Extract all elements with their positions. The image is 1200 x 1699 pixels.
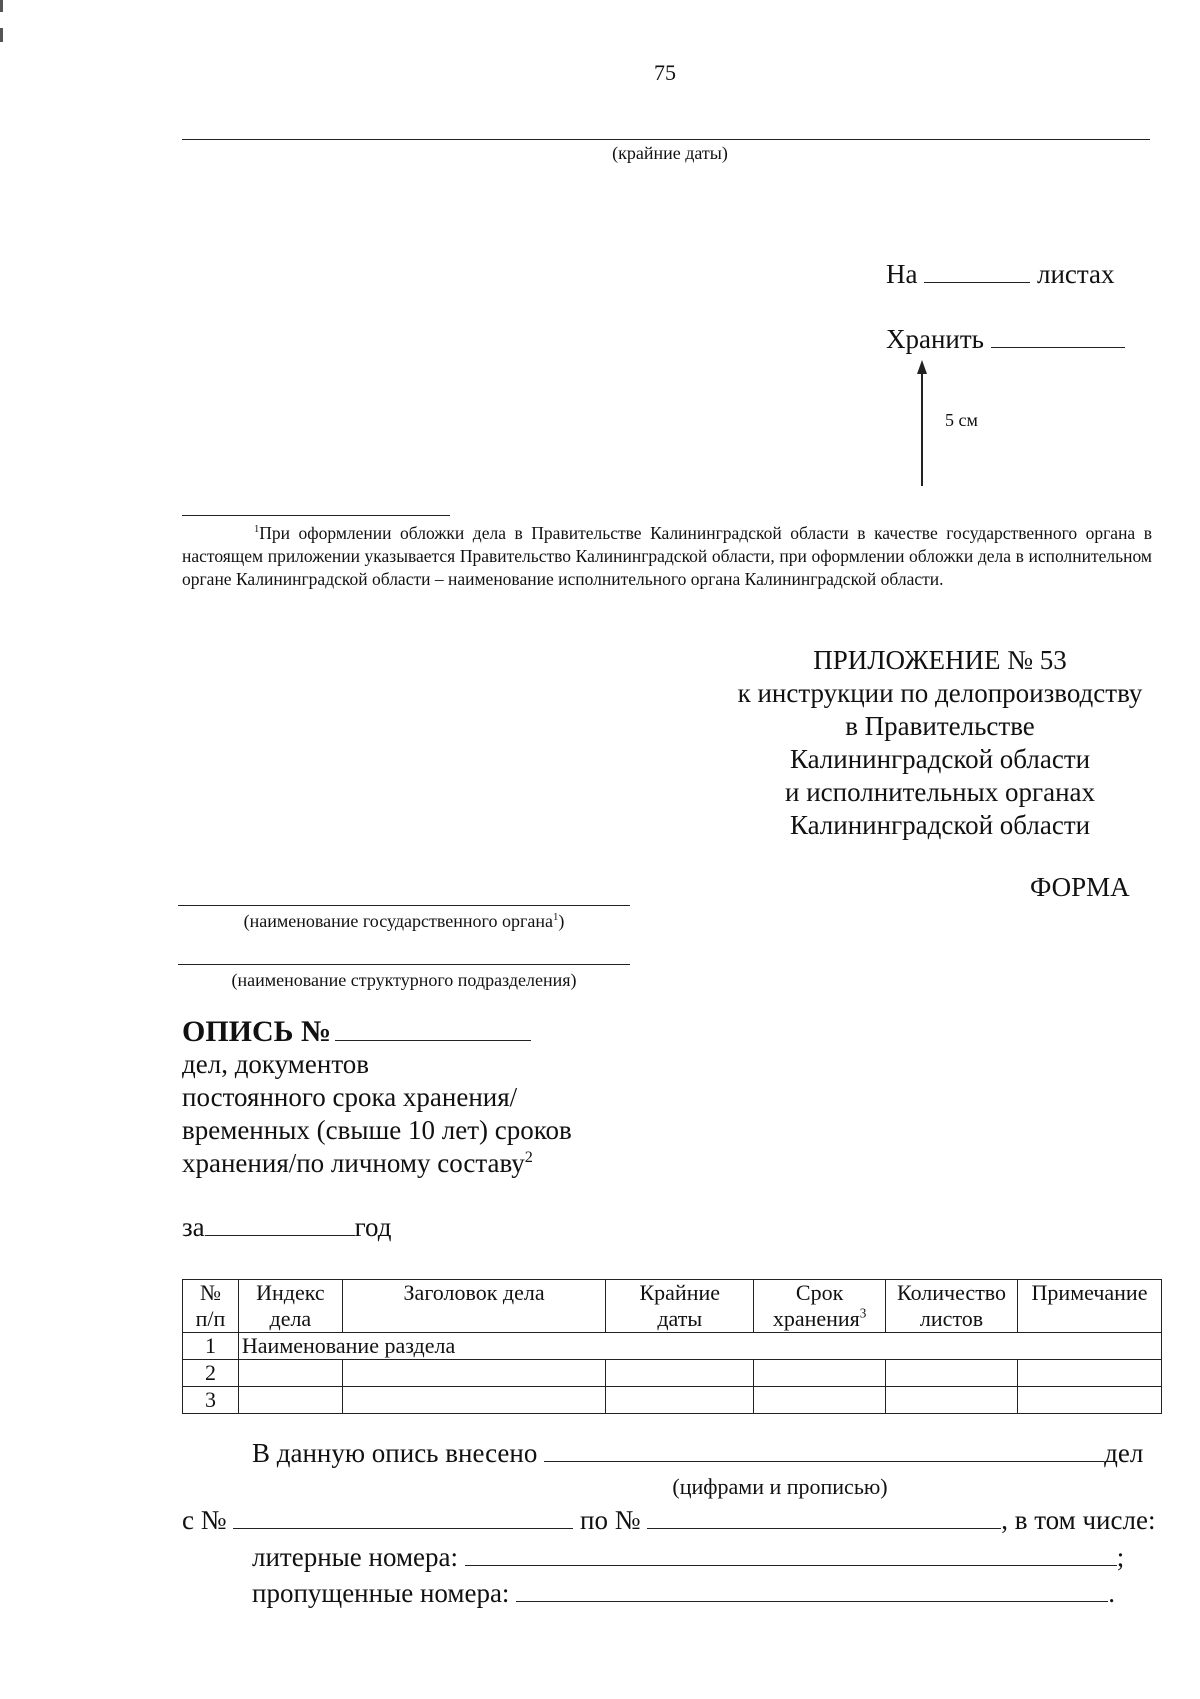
inventory-title-row: [182, 1014, 531, 1049]
keep-field: [886, 324, 1125, 355]
table-cell[interactable]: [606, 1360, 754, 1387]
appendix-line: к инструкции по делопроизводству: [737, 678, 1143, 708]
row-number: 3: [183, 1387, 239, 1414]
inventory-table: [182, 1279, 1162, 1414]
inventory-number-blank[interactable]: [335, 1014, 531, 1041]
gov-body-caption: (наименование государственного органа$^1$): [243, 911, 565, 931]
year-blank[interactable]: [205, 1213, 355, 1236]
table-row: [183, 1360, 1162, 1387]
inventory-title: ОПИСЬ №: [182, 1015, 332, 1048]
sheets-prefix: На: [886, 259, 918, 289]
table-cell[interactable]: [342, 1387, 606, 1414]
scan-edge-mark: [0, 28, 3, 42]
structural-unit-caption: (наименование структурного подразделения): [231, 970, 577, 990]
page-number: 75: [654, 60, 676, 85]
col-header-index: Индекс дела: [238, 1280, 342, 1333]
arrow-label: 5 см: [945, 410, 978, 430]
appendix-line: Калининградской области: [789, 810, 1091, 840]
keep-blank[interactable]: [991, 325, 1125, 348]
dates-line: [182, 139, 1150, 140]
col-header-number: № п/п: [183, 1280, 239, 1333]
table-row: [183, 1387, 1162, 1414]
table-cell[interactable]: [1018, 1387, 1162, 1414]
footnote: [182, 522, 1152, 591]
year-field: за год: [182, 1212, 392, 1242]
entered-count-blank[interactable]: [544, 1439, 1104, 1462]
appendix-line: и исполнительных органах: [785, 777, 1095, 807]
table-cell[interactable]: [754, 1360, 886, 1387]
inventory-subtitle: дел, документов постоянного срока хранения/ временных (свыше 10 лет) сроков хранения/по личному составу$^2$: [182, 1049, 572, 1178]
up-arrow-icon: [912, 360, 932, 488]
letter-numbers-blank[interactable]: [465, 1543, 1117, 1566]
col-header-retention: Срок хранения$^3$: [754, 1280, 886, 1333]
form-label: ФОРМА: [1030, 872, 1130, 902]
table-row: [183, 1333, 1162, 1360]
col-header-note: Примечание: [1018, 1280, 1162, 1333]
row-number: 1: [183, 1333, 239, 1360]
appendix-line: ПРИЛОЖЕНИЕ № 53: [813, 645, 1067, 675]
footnote-marker: 1: [254, 524, 260, 536]
dates-caption: (крайние даты): [612, 143, 728, 163]
entered-field: В данную опись внесено дел: [252, 1438, 1144, 1468]
table-cell[interactable]: [886, 1360, 1018, 1387]
entered-caption: (цифрами и прописью): [672, 1474, 888, 1499]
range-field: с № по № , в том числе:: [182, 1505, 1156, 1535]
col-header-sheets: Количество листов: [886, 1280, 1018, 1333]
keep-label: Хранить: [886, 324, 984, 354]
table-cell[interactable]: [238, 1387, 342, 1414]
sheets-blank[interactable]: [924, 260, 1030, 283]
table-cell[interactable]: [754, 1387, 886, 1414]
gov-body-line[interactable]: [178, 905, 630, 906]
row-number: 2: [183, 1360, 239, 1387]
appendix-header: [720, 644, 1160, 842]
missing-numbers-blank[interactable]: [516, 1579, 1108, 1602]
scan-edge-mark: [0, 0, 3, 12]
col-header-dates: Крайние даты: [606, 1280, 754, 1333]
footnote-text: При оформлении обложки дела в Правительстве Калининградской области в качестве государственного органа в настоящем приложении указывается Правительство Калининградской области, при оформлении обложки дела в исполнительном органе Калининградской области – наименование исполнительного органа Калининградской области.: [182, 523, 1152, 589]
appendix-line: Калининградской области: [789, 744, 1091, 774]
col-header-title: Заголовок дела: [342, 1280, 606, 1333]
table-cell[interactable]: [886, 1387, 1018, 1414]
appendix-line: в Правительстве: [845, 711, 1035, 741]
sheets-suffix: листах: [1036, 259, 1115, 289]
letter-numbers-field: литерные номера: ;: [252, 1542, 1125, 1572]
structural-unit-line[interactable]: [178, 964, 630, 965]
missing-numbers-field: пропущенные номера: .: [252, 1578, 1115, 1608]
table-cell[interactable]: [606, 1387, 754, 1414]
to-number-blank[interactable]: [647, 1506, 1001, 1529]
section-name[interactable]: Наименование раздела: [238, 1333, 1161, 1360]
table-header-row: [183, 1280, 1162, 1333]
table-cell[interactable]: [342, 1360, 606, 1387]
table-cell[interactable]: [238, 1360, 342, 1387]
sheets-field: [886, 259, 1115, 290]
footnote-separator: [182, 515, 450, 516]
from-number-blank[interactable]: [233, 1506, 573, 1529]
table-cell[interactable]: [1018, 1360, 1162, 1387]
